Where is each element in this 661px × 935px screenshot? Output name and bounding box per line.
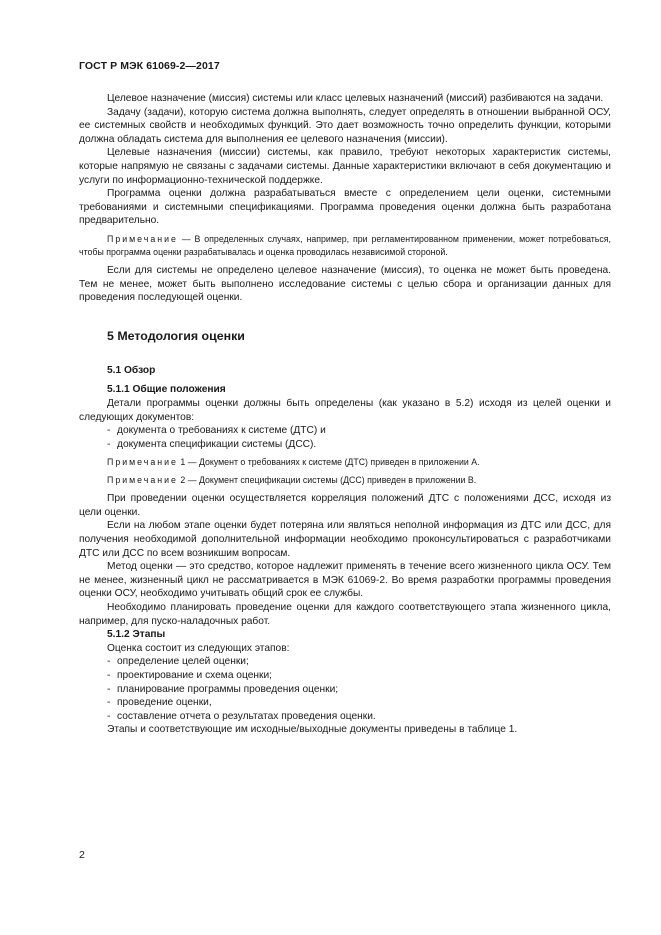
note [79, 233, 611, 259]
paragraph: Программа оценки должна разрабатываться вместе с определением цели оценки, системными требованиями и системными спецификациями. Программа проведения оценки должна быть разработана предварительно. [79, 188, 611, 227]
paragraph: Если для системы не определено целевое назначение (миссия), то оценка не может быть проведена. Тем не менее, может быть выполнено исследование системы с целью сбора и организации данных для проведения последующей оценки. [79, 264, 611, 304]
list-item: - определение целей оценки; [107, 656, 249, 668]
subsection-heading: 5.1.2 Этапы [107, 629, 166, 641]
paragraph: Оценка состоит из следующих этапов: [107, 642, 290, 654]
document-body [79, 92, 611, 737]
list-item: - планирование программы проведения оценки; [107, 683, 339, 695]
paragraph: При проведении оценки осуществляется корреляция положений ДТС с положениями ДСС, исходя из цели оценки. [79, 493, 611, 518]
section-heading: 5 Методология оценки [107, 328, 245, 343]
note [79, 456, 611, 469]
subsection-heading: 5.1 Обзор [107, 364, 156, 376]
paragraph: Задачу (задачи), которую система должна выполнять, следует определять в отношении выбранной ОСУ, ее системных свойств и необходимых функций. Это дает возможность точно определить функции, которыми должна обладать система для выполнения ее целевого назначения (миссии). [79, 106, 611, 145]
paragraph: Необходимо планировать проведение оценки для каждого соответствующего этапа жизненного цикла, например, для пуско-наладочных работ. [79, 602, 611, 627]
standard-header: ГОСТ Р МЭК 61069-2—2017 [79, 60, 220, 72]
page-number: 2 [79, 849, 85, 861]
list-item: - проектирование и схема оценки; [107, 670, 272, 681]
paragraph: Целевое назначение (миссия) системы или класс целевых назначений (миссий) разбиваются на задачи. [107, 93, 604, 104]
note-text: — В определенных случаях, например, при регламентированном применении, может потребоваться, чтобы программа оценки разрабатывалась и оценка проводилась независимой стороной. [79, 233, 611, 257]
list-item: - документа о требованиях к системе (ДТС) и [107, 425, 326, 437]
note [79, 474, 611, 487]
note-label: Примечание [107, 233, 178, 244]
paragraph: Метод оценки — это средство, которое надлежит применять в течение всего жизненного цикла ОСУ. Тем не менее, жизненный цикл не рассматривается в МЭК 61069-2. Во время разработки программы проведения оценки ОСУ, необходимо учитывать общий срок ее службы. [79, 561, 611, 600]
paragraph: Целевые назначения (миссии) системы, как правило, требуют некоторых характеристик системы, которые напрямую не связаны с задачами системы. Данные характеристики включают в себя документацию и услуги по информационно-технической поддержке. [79, 147, 611, 186]
subsection-heading: 5.1.1 Общие положения [107, 384, 226, 396]
list-item: - составление отчета о результатах проведения оценки. [107, 710, 376, 722]
note-text: 2 — Документ спецификации системы (ДСС) приведен в приложении В. [177, 475, 477, 486]
note-label: Примечание [107, 475, 178, 486]
list-item: - документа спецификации системы (ДСС). [107, 438, 317, 450]
paragraph: Этапы и соответствующие им исходные/выходные документы приведены в таблице 1. [107, 724, 518, 736]
paragraph: Детали программы оценки должны быть определены (как указано в 5.2) исходя из целей оценки и следующих документов: [79, 397, 611, 423]
paragraph: Если на любом этапе оценки будет потеряна или являться неполной информация из ДТС или ДСС, для получения необходимой дополнительной информации необходимо проконсультироваться с разработчиками ДТС или ДСС по всем возникшим вопросам. [79, 520, 611, 559]
list-item: - проведение оценки, [107, 697, 212, 709]
note-text: 1 — Документ о требованиях к системе (ДТС) приведен в приложении А. [177, 457, 480, 468]
note-label: Примечание [107, 457, 178, 468]
